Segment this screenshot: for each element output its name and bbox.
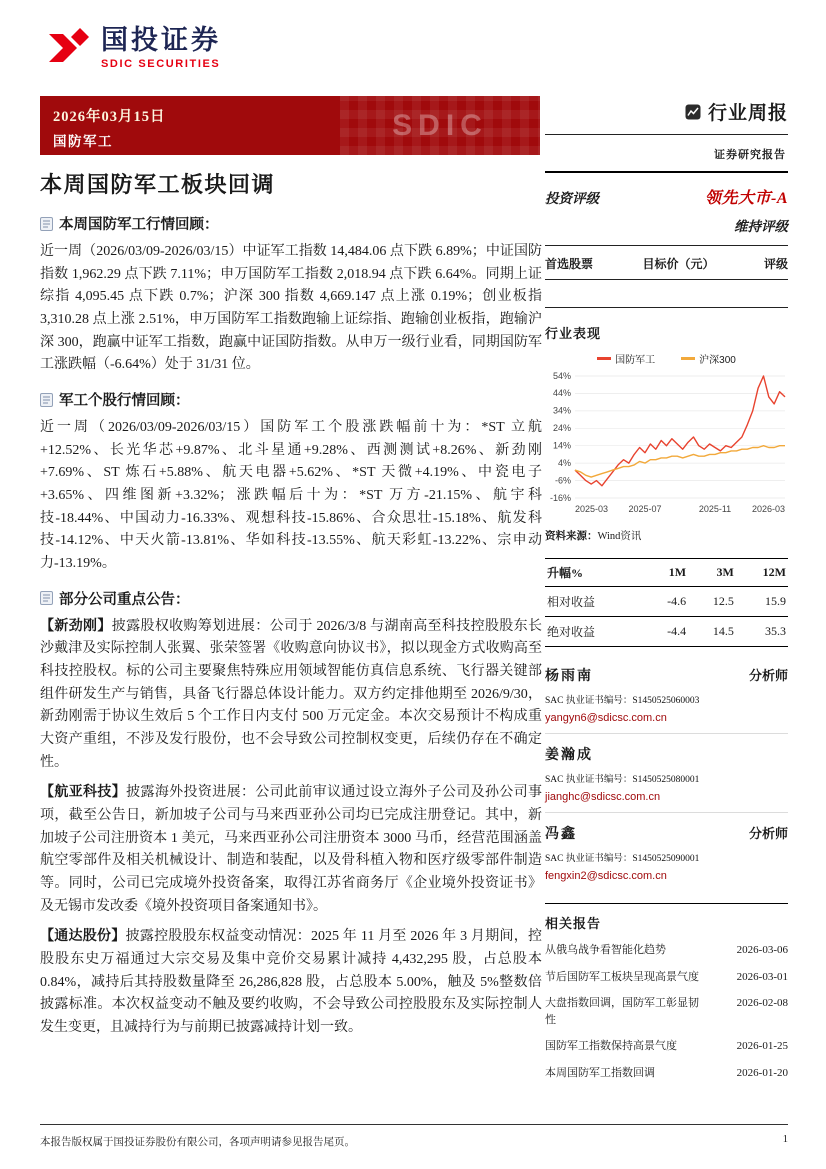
analyst-sac: SAC 执业证书编号：S1450525060003 <box>545 696 700 706</box>
section-heading-stock-review <box>40 389 542 410</box>
svg-text:2025-11: 2025-11 <box>698 504 732 514</box>
brand-diamond-icon <box>46 26 92 70</box>
svg-text:14%: 14% <box>552 440 571 451</box>
analyst-sac: SAC 执业证书编号：S1450525090001 <box>545 854 700 864</box>
related-report-date: 2026-02-08 <box>736 997 788 1009</box>
related-report-item <box>545 969 788 986</box>
absolute-return-12m: 35.3 <box>736 617 788 647</box>
section-heading-announcements <box>40 588 542 609</box>
report-type-label: 行业周报 <box>707 103 788 124</box>
analyst-block <box>545 813 788 891</box>
footer <box>40 1124 788 1149</box>
col-preferred-stock: 首选股票 <box>545 257 594 271</box>
chart-source-value: Wind资讯 <box>597 531 642 542</box>
announcement-text: 披露控股股东权益变动情况：2025 年 11 月至 2026 年 3 月期间，控股股东史万福通过大宗交易及集中竞价交易累计减持 4,432,295 股，占总股本 0.84%，减持后其持股数量降至 26,286,828 股，占总股本 5.00%，触及 5%整数倍披露标准。本次权益变动不触及要约收购，不会导致公司控股股东及实际控制人发生变更，且减持行为与前期已披露减持计划一致。 <box>40 929 542 1036</box>
announcement-company-name: 【通达股份】 <box>40 929 126 945</box>
legend-item-defense <box>597 351 655 366</box>
legend-label-hs300: 沪深300 <box>699 355 736 366</box>
rating-value: 领先大市-A <box>704 190 788 207</box>
chart-source <box>545 528 788 543</box>
svg-text:54%: 54% <box>552 370 571 381</box>
industry-performance-title: 行业表现 <box>545 326 602 341</box>
returns-header-3m: 3M <box>688 559 736 587</box>
brand-logo <box>46 26 221 70</box>
svg-text:2025-03: 2025-03 <box>575 504 609 514</box>
related-report-title: 从俄乌战争看智能化趋势 <box>545 944 666 956</box>
masthead <box>545 98 788 135</box>
analysts <box>545 655 788 891</box>
related-report-item <box>545 1038 788 1055</box>
related-report-item <box>545 995 788 1028</box>
chart-legend <box>545 351 788 366</box>
legend-swatch-hs300 <box>681 357 695 360</box>
page-title: 本周国防军工板块回调 <box>40 172 276 197</box>
sidebar <box>545 98 788 1091</box>
relative-return-3m: 12.5 <box>688 587 736 617</box>
related-report-item <box>545 942 788 959</box>
analyst-block <box>545 734 788 813</box>
related-report-date: 2026-01-20 <box>736 1066 788 1079</box>
returns-header-row <box>545 559 788 587</box>
related-report-date: 2026-01-25 <box>736 1040 788 1052</box>
announcement-tongda <box>40 926 542 1039</box>
sector-banner <box>40 96 540 155</box>
related-report-title: 大盘指数回调，国防军工彰显韧性 <box>545 997 699 1026</box>
related-report-date: 2026-03-01 <box>736 970 788 983</box>
preferred-stock-header <box>545 246 788 280</box>
absolute-return-label: 绝对收益 <box>545 617 644 647</box>
svg-text:4%: 4% <box>557 457 571 468</box>
related-reports <box>545 903 788 1081</box>
footer-disclaimer: 本报告版权属于国投证券股份有限公司，各项声明请参见报告尾页。 <box>40 1137 355 1148</box>
svg-text:-6%: -6% <box>554 475 571 486</box>
rating-label: 投资评级 <box>545 191 599 206</box>
svg-text:2026-03: 2026-03 <box>751 504 785 514</box>
brand-name-en: SDIC SECURITIES <box>101 57 221 70</box>
section-heading-text: 军工个股行情回顾： <box>59 393 190 410</box>
banner-watermark: SDIC <box>340 96 540 155</box>
brand-text <box>101 26 221 70</box>
related-report-title: 节后国防军工板块呈现高景气度 <box>545 970 699 983</box>
svg-text:24%: 24% <box>552 423 571 434</box>
analyst-block <box>545 655 788 734</box>
returns-table <box>545 558 788 647</box>
document-icon <box>40 393 53 407</box>
analyst-email: fengxin2@sdicsc.com.cn <box>545 870 667 882</box>
document-icon <box>40 591 53 605</box>
svg-text:2025-07: 2025-07 <box>628 504 662 514</box>
paragraph-stock-review: 近一周（2026/03/09-2026/03/15）国防军工个股涨跌幅前十为：*ST 立航+12.52%、长光华芯+9.87%、北斗星通+9.28%、西测测试+8.26%、新劲刚+7.69%、ST 炼石+5.88%、航天电器+5.62%、*ST 天微+4.19%、中瓷电子+3.65%、四维图新+3.32%；涨跌幅后十为：*ST 万方-21.15%、航宇科技-18.44%、中国动力-16.33%、观想科技-15.86%、合众思壮-15.18%、航发科技-14.12%、中天火箭-13.81%、华如科技-13.55%、航天彩虹-13.22%、宗申动力-13.19%。 <box>40 420 542 572</box>
related-report-title: 国防军工指数保持高景气度 <box>545 1040 677 1052</box>
announcement-text: 披露股权收购筹划进展：公司于 2026/3/8 与湖南高至科技控股股东长沙戴津及实际控制人张翼、张荣签署《收购意向协议书》，拟以现金方式收购高至科技控股权。标的公司主要聚焦特殊应用领域智能仿真信息系统、飞行器关键部组件研发生产与销售，具备飞行器总体设计能力。双方约定排他期至 2026/9/30，新劲刚需于协议生效后 5 个工作日内支付 500 万元定金。本次交易预计不构成重大资产重组，不涉及发行股份，也不会导致公司控制权变更，后续仍存在不确定性。 <box>40 618 543 770</box>
chart-source-label: 资料来源： <box>545 531 598 542</box>
report-category: 证券研究报告 <box>545 135 788 173</box>
related-reports-title: 相关报告 <box>545 916 602 931</box>
analyst-role: 分析师 <box>748 668 788 683</box>
col-target-price: 目标价（元） <box>642 257 715 271</box>
announcement-company-name: 【航亚科技】 <box>40 785 127 801</box>
legend-label-defense: 国防军工 <box>615 355 656 366</box>
col-rating: 评级 <box>763 257 788 271</box>
returns-header-1m: 1M <box>644 559 688 587</box>
main-content <box>40 168 542 1048</box>
page-number: 1 <box>782 1134 788 1145</box>
sector-name: 国防军工 <box>53 134 113 149</box>
absolute-return-3m: 14.5 <box>688 617 736 647</box>
returns-header-12m: 12M <box>736 559 788 587</box>
announcement-xinjingang <box>40 616 542 775</box>
paragraph-market-review: 近一周（2026/03/09-2026/03/15）中证军工指数 14,484.06 点下跌 6.89%；中证国防指数 1,962.29 点下跌 7.11%；申万国防军工指数 2,018.94 点下跌 6.64%。同期上证综指 4,095.45 点下跌 0.7%；沪深 300 指数 4,669.147 点上涨 0.19%；创业板指 3,310.28 点上涨 2.51%，申万国防军工指数跑输上证综指、跑输创业板指，跑输沪深 300，跑赢中证军工指数，跑赢中证国防指数。从申万一级行业看，同期国防军工涨跌幅（-6.64%）处于 31/31 位。 <box>40 244 542 373</box>
section-heading-text: 部分公司重点公告： <box>59 591 190 608</box>
analyst-email: jianghc@sdicsc.com.cn <box>545 791 661 803</box>
announcement-text: 披露海外投资进展：公司此前审议通过设立海外子公司及孙公司事项，截至公告日，新加坡子公司与马来西亚孙公司均已完成注册登记。其中，新加坡子公司注册资本 1 美元，马来西亚孙公司注册资本 3000 马币，经营范围涵盖航空零部件及相关机械设计、制造和装配，以及骨科植入物和医疗级零部件制造等。同时，公司已完成境外投资备案，取得江苏省商务厅《企业境外投资证书》及无锡市发改委《境外投资项目备案通知书》。 <box>40 785 543 914</box>
related-report-title: 本周国防军工指数回调 <box>545 1066 655 1079</box>
returns-row-absolute <box>545 617 788 647</box>
analyst-sac: SAC 执业证书编号：S1450525080001 <box>545 775 700 785</box>
relative-return-12m: 15.9 <box>736 587 788 617</box>
analyst-name: 杨雨南 <box>545 669 593 684</box>
announcement-company-name: 【新劲刚】 <box>40 618 112 634</box>
returns-header-label: 升幅% <box>545 559 644 587</box>
svg-text:44%: 44% <box>552 388 571 399</box>
analyst-role: 分析师 <box>748 826 788 841</box>
announcement-hangya <box>40 782 542 918</box>
relative-return-label: 相对收益 <box>545 587 644 617</box>
document-icon <box>40 217 53 231</box>
report-date: 2026年03月15日 <box>53 109 166 125</box>
brand-name-cn: 国投证券 <box>101 25 221 56</box>
analyst-name: 冯鑫 <box>545 827 577 842</box>
line-chart-icon <box>685 104 701 120</box>
svg-text:-16%: -16% <box>549 492 571 503</box>
analyst-name: 姜瀚成 <box>545 748 593 763</box>
related-report-date: 2026-03-06 <box>736 944 788 956</box>
preferred-stock-empty-row <box>545 280 788 308</box>
related-report-item <box>545 1065 788 1082</box>
legend-item-hs300 <box>681 351 736 366</box>
returns-row-relative <box>545 587 788 617</box>
rating-maintain: 维持评级 <box>734 219 788 234</box>
industry-performance <box>545 323 788 543</box>
rating-box <box>545 173 788 246</box>
svg-text:34%: 34% <box>552 405 571 416</box>
legend-swatch-defense <box>597 357 611 360</box>
section-heading-text: 本周国防军工行情回顾： <box>59 217 219 233</box>
analyst-email: yangyn6@sdicsc.com.cn <box>545 712 667 724</box>
relative-return-1m: -4.6 <box>644 587 688 617</box>
section-heading-market-review <box>40 213 542 234</box>
industry-performance-chart <box>545 368 788 516</box>
absolute-return-1m: -4.4 <box>644 617 688 647</box>
